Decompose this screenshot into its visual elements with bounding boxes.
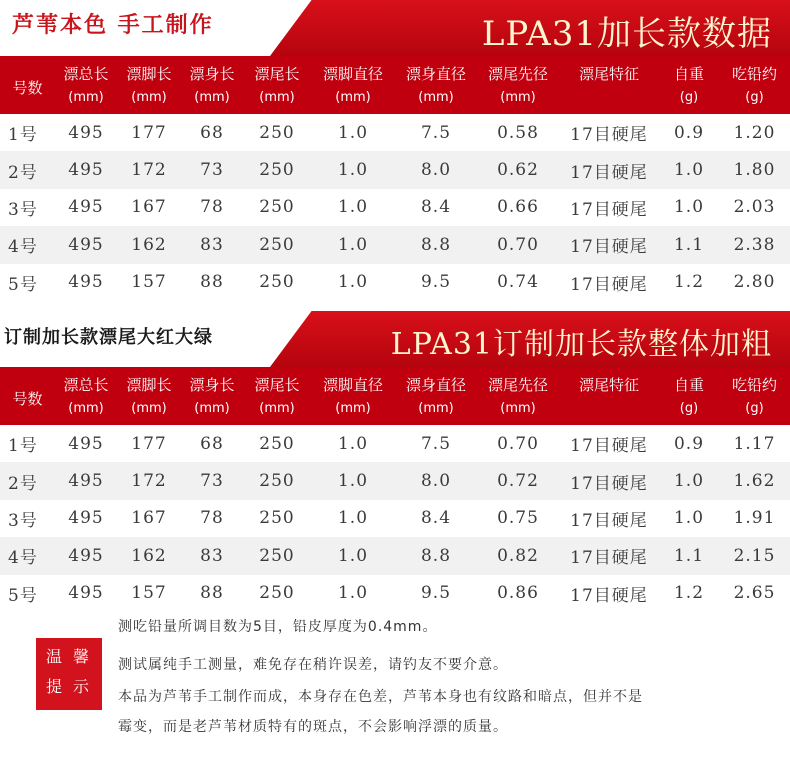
table-cell: 495 (68, 471, 104, 492)
table-cell: 3号 (8, 510, 38, 531)
table-cell: 0.9 (673, 433, 705, 454)
table-cell: 17目硬尾 (570, 585, 648, 606)
table-cell: 250 (259, 160, 295, 181)
table-cell: 167 (131, 508, 167, 529)
header-unit: (mm) (194, 400, 230, 416)
header-label: 漂尾先径 (487, 375, 548, 394)
header-unit: (mm) (418, 90, 454, 105)
header-unit: (mm) (68, 400, 104, 416)
table-cell: 17目硬尾 (570, 199, 648, 220)
table-cell: 4号 (8, 237, 38, 258)
table-2-body (0, 425, 790, 612)
header-label: 漂脚长 (126, 375, 172, 394)
table-cell: 1.20 (733, 122, 776, 143)
header-label: 漂身直径 (405, 375, 466, 394)
table-cell: 2号 (8, 162, 38, 183)
table-cell: 17目硬尾 (570, 125, 648, 146)
table-1-header-labels (0, 56, 790, 86)
table-cell: 1.0 (337, 433, 369, 454)
table-cell: 250 (259, 545, 295, 566)
header-label: 吃铅约 (731, 65, 777, 83)
spec-section-1 (0, 0, 790, 301)
table-cell: 17目硬尾 (570, 510, 648, 531)
table-cell: 1.0 (337, 234, 369, 255)
header-label: 自重 (673, 375, 704, 394)
header-unit: (mm) (418, 400, 454, 416)
table-1-body (0, 114, 790, 301)
table-cell: 2.65 (733, 583, 776, 604)
table-row (0, 151, 790, 188)
table-cell: 0.72 (497, 471, 539, 492)
header-unit: (mm) (500, 400, 536, 416)
table-cell: 0.62 (497, 160, 539, 181)
table-cell: 17目硬尾 (570, 548, 648, 569)
section-2-banner (0, 311, 790, 367)
table-cell: 5号 (8, 585, 38, 606)
table-row (0, 575, 790, 612)
table-cell: 8.0 (420, 160, 452, 181)
table-cell: 78 (200, 197, 224, 218)
table-cell: 17目硬尾 (570, 436, 648, 457)
table-cell: 172 (131, 471, 167, 492)
table-cell: 495 (68, 272, 104, 293)
table-row (0, 226, 790, 263)
header-unit: (mm) (131, 90, 167, 105)
header-label: 漂尾特征 (578, 65, 639, 83)
table-cell: 2.03 (733, 197, 776, 218)
table-cell: 5号 (8, 274, 38, 295)
table-cell: 2.80 (733, 272, 776, 293)
table-cell: 2.15 (733, 545, 776, 566)
table-cell: 68 (200, 122, 224, 143)
section-1-left-title: 芦苇本色 手工制作 (12, 13, 214, 38)
table-cell: 1.0 (337, 583, 369, 604)
table-cell: 8.8 (420, 545, 452, 566)
table-cell: 2号 (8, 473, 38, 494)
table-cell: 83 (200, 234, 224, 255)
section-2-right-title: LPA31订制加长款整体加粗 (390, 326, 772, 362)
table-row (0, 537, 790, 574)
table-cell: 1.80 (733, 160, 776, 181)
tip-badge (36, 638, 102, 710)
table-cell: 2.38 (733, 234, 776, 255)
header-label: 号数 (12, 79, 43, 97)
table-cell: 88 (200, 272, 224, 293)
header-unit: (g) (679, 400, 699, 416)
table-cell: 1.1 (673, 545, 705, 566)
table-cell: 1.0 (673, 160, 705, 181)
table-cell: 0.70 (497, 234, 539, 255)
table-cell: 495 (68, 433, 104, 454)
tip-badge-line: 提 示 (45, 676, 93, 696)
table-cell: 172 (131, 160, 167, 181)
header-unit: (mm) (131, 400, 167, 416)
table-cell: 167 (131, 197, 167, 218)
table-cell: 157 (131, 583, 167, 604)
table-cell: 1号 (8, 436, 38, 457)
header-label: 号数 (12, 389, 43, 408)
header-label: 漂身长 (189, 375, 235, 394)
table-cell: 17目硬尾 (570, 237, 648, 258)
note-line: 本品为芦苇手工制作而成，本身存在色差，芦苇本身也有纹路和暗点，但并不是 (118, 688, 643, 705)
header-unit (559, 86, 659, 114)
table-cell: 250 (259, 471, 295, 492)
tip-badge-line: 温 馨 (45, 646, 93, 666)
table-cell: 68 (200, 433, 224, 454)
table-cell: 88 (200, 583, 224, 604)
table-row (0, 500, 790, 537)
table-row (0, 264, 790, 301)
header-unit: (mm) (68, 90, 104, 105)
table-cell: 73 (200, 160, 224, 181)
table-cell: 250 (259, 234, 295, 255)
table-row (0, 114, 790, 151)
header-unit: (mm) (500, 90, 536, 105)
table-cell: 0.86 (497, 583, 539, 604)
table-cell: 1.2 (673, 583, 705, 604)
table-2-header-labels (0, 367, 790, 397)
table-cell: 1.0 (337, 272, 369, 293)
section-1-right-title: LPA31加长款数据 (481, 14, 772, 54)
header-unit: (g) (679, 90, 699, 105)
header-label: 漂总长 (63, 375, 109, 394)
spec-table-1 (0, 56, 790, 301)
section-2-left-title: 订制加长款漂尾大红大绿 (4, 326, 213, 348)
table-cell: 162 (131, 545, 167, 566)
table-cell: 0.66 (497, 197, 539, 218)
table-cell: 1.0 (337, 197, 369, 218)
table-cell: 17目硬尾 (570, 473, 648, 494)
table-cell: 1.91 (733, 508, 776, 529)
table-cell: 17目硬尾 (570, 162, 648, 183)
table-row (0, 425, 790, 462)
spec-table-2 (0, 367, 790, 612)
header-label: 漂脚直径 (322, 65, 383, 83)
table-cell: 250 (259, 583, 295, 604)
notes-section (0, 616, 790, 741)
table-cell: 157 (131, 272, 167, 293)
table-cell: 73 (200, 471, 224, 492)
header-label: 漂尾特征 (578, 375, 639, 394)
table-cell: 495 (68, 508, 104, 529)
note-line: 测吃铅量所调目数为5目，铅皮厚度为0.4mm。 (118, 618, 438, 635)
table-cell: 250 (259, 508, 295, 529)
table-cell: 1.0 (337, 122, 369, 143)
table-cell: 1.0 (673, 508, 705, 529)
table-cell: 1.62 (733, 471, 776, 492)
table-cell: 250 (259, 272, 295, 293)
table-cell: 1.0 (337, 160, 369, 181)
table-cell: 3号 (8, 199, 38, 220)
header-unit: (g) (745, 400, 764, 416)
table-cell: 250 (259, 433, 295, 454)
table-row (0, 462, 790, 499)
table-cell: 7.5 (420, 433, 452, 454)
table-cell: 177 (131, 122, 167, 143)
table-2-header-units (0, 397, 790, 425)
table-cell: 83 (200, 545, 224, 566)
table-cell: 17目硬尾 (570, 274, 648, 295)
table-cell: 0.58 (497, 122, 539, 143)
table-cell: 0.70 (497, 433, 539, 454)
table-cell: 250 (259, 197, 295, 218)
table-cell: 9.5 (420, 272, 452, 293)
header-unit: (mm) (335, 90, 371, 105)
table-cell: 8.0 (420, 471, 452, 492)
table-cell: 1.2 (673, 272, 705, 293)
section-1-banner (0, 0, 790, 56)
table-cell: 250 (259, 122, 295, 143)
header-unit: (mm) (335, 400, 371, 416)
table-cell: 1.0 (337, 545, 369, 566)
table-cell: 1.0 (337, 471, 369, 492)
header-label: 漂尾长 (254, 65, 300, 83)
header-label: 漂尾先径 (487, 65, 548, 83)
table-cell: 0.82 (497, 545, 539, 566)
table-cell: 495 (68, 160, 104, 181)
table-cell: 0.9 (673, 122, 705, 143)
table-cell: 4号 (8, 548, 38, 569)
table-cell: 495 (68, 122, 104, 143)
header-unit: (mm) (259, 400, 295, 416)
table-cell: 8.4 (420, 197, 452, 218)
note-line: 测试属纯手工测量，难免存在稍许误差，请钓友不要介意。 (118, 656, 508, 673)
header-label: 吃铅约 (731, 375, 777, 394)
table-cell: 7.5 (420, 122, 452, 143)
table-1-header-units (0, 86, 790, 114)
section-spacer (0, 301, 790, 311)
table-cell: 495 (68, 234, 104, 255)
table-cell: 177 (131, 433, 167, 454)
header-label: 漂身长 (189, 65, 235, 83)
header-label: 漂脚直径 (322, 375, 383, 394)
table-cell: 0.75 (497, 508, 539, 529)
note-line: 霉变，而是老芦苇材质特有的斑点，不会影响浮漂的质量。 (118, 718, 508, 735)
table-cell: 1.1 (673, 234, 705, 255)
header-label: 漂脚长 (126, 65, 172, 83)
header-unit: (g) (745, 90, 764, 105)
header-label: 漂身直径 (405, 65, 466, 83)
header-unit (559, 397, 659, 425)
header-label: 漂尾长 (254, 375, 300, 394)
table-cell: 8.4 (420, 508, 452, 529)
table-cell: 1.0 (673, 197, 705, 218)
table-cell: 495 (68, 197, 104, 218)
header-unit: (mm) (259, 90, 295, 105)
table-cell: 1.0 (337, 508, 369, 529)
header-label: 漂总长 (63, 65, 109, 83)
header-unit: (mm) (194, 90, 230, 105)
table-row (0, 189, 790, 226)
header-label: 自重 (673, 65, 704, 83)
table-cell: 1号 (8, 125, 38, 146)
table-cell: 1.17 (733, 433, 776, 454)
table-cell: 78 (200, 508, 224, 529)
spec-section-2 (0, 311, 790, 612)
table-cell: 495 (68, 545, 104, 566)
table-cell: 162 (131, 234, 167, 255)
table-cell: 8.8 (420, 234, 452, 255)
table-cell: 1.0 (673, 471, 705, 492)
table-cell: 495 (68, 583, 104, 604)
table-cell: 9.5 (420, 583, 452, 604)
table-cell: 0.74 (497, 272, 539, 293)
